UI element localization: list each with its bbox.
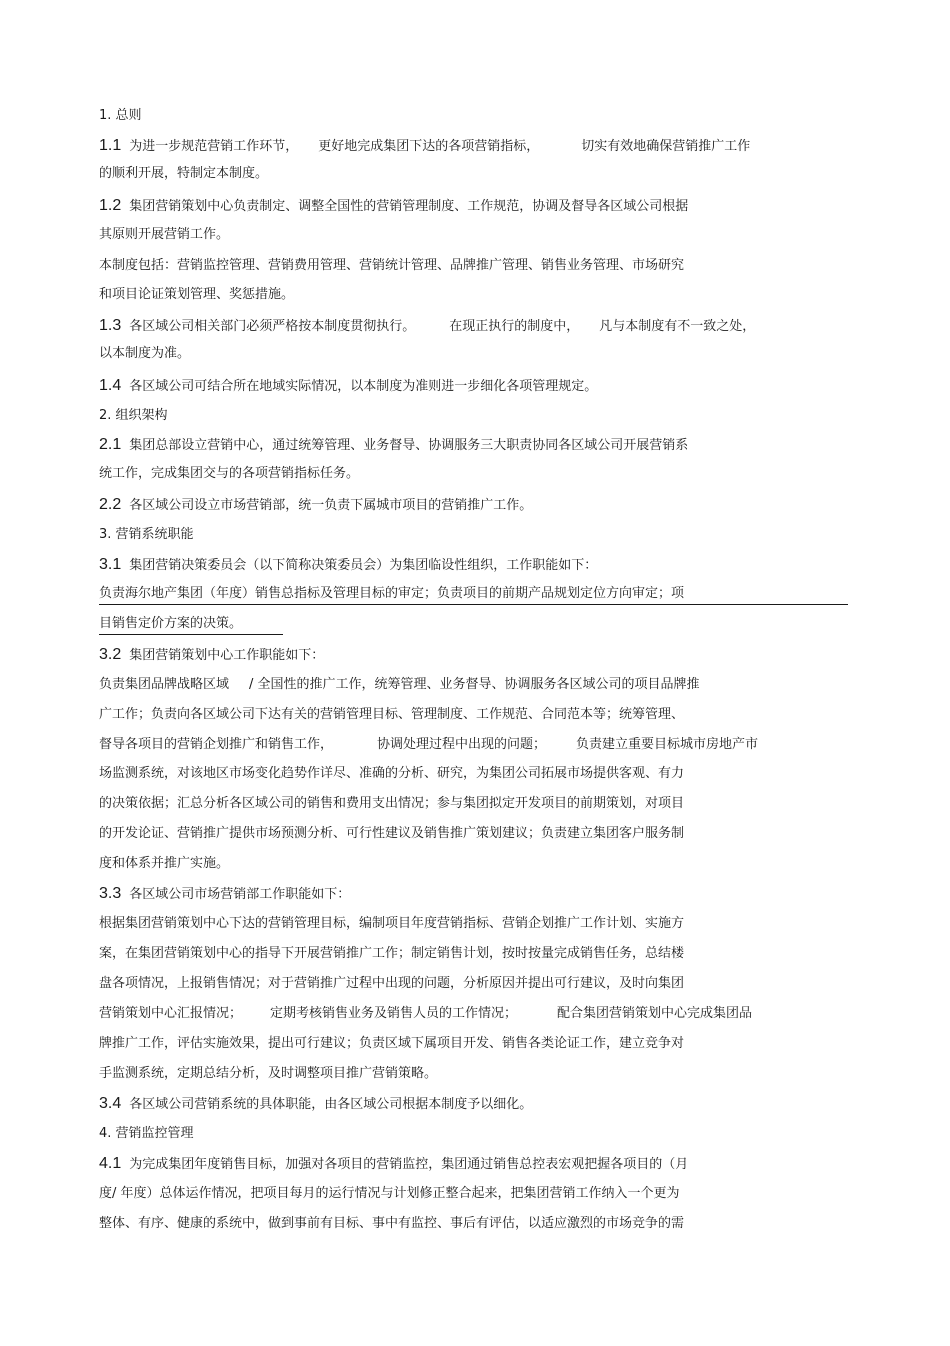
paragraph-3-1: [99, 557, 597, 574]
paragraph-3-2-line-5: 场监测系统，对该地区市场变化趋势作详尽、准确的分析、研究，为集团公司拓展市场提供客观、有力: [99, 766, 685, 781]
clause-number: 3.1: [99, 556, 122, 573]
paragraph-text: 更好地完成集团下达的各项营销指标，: [318, 139, 540, 154]
clause-number: 1.4: [99, 377, 122, 394]
paragraph-1-1: [99, 138, 750, 155]
paragraph-3-1-line-3: 目销售定价方案的决策。: [99, 616, 243, 631]
paragraph-2-1-line-2: 统工作，完成集团交与的各项营销指标任务。: [99, 466, 360, 481]
paragraph-3-3-line-3: 案，在集团营销策划中心的指导下开展营销推广工作；制定销售计划，按时按量完成销售任务，总结楼: [99, 946, 685, 961]
paragraph-1-2-line-2: 其原则开展营销工作。: [99, 227, 230, 242]
paragraph-text: 凡与本制度有不一致之处，: [599, 319, 756, 334]
paragraph-3-3-line-4: 盘各项情况，上报销售情况；对于营销推广过程中出现的问题，分析原因并提出可行建议，及时向集团: [99, 976, 685, 991]
paragraph-2-2: [99, 497, 532, 514]
clause-number: 3.4: [99, 1095, 122, 1112]
paragraph-text: 各区域公司可结合所在地域实际情况，以本制度为准则进一步细化各项管理规定。: [129, 379, 598, 394]
paragraph-text: 定期考核销售业务及销售人员的工作情况；: [270, 1006, 518, 1021]
paragraph-3-3-line-2: 根据集团营销策划中心下达的营销管理目标，编制项目年度营销指标、营销企划推广工作计划、实施方: [99, 916, 685, 931]
clause-number: 3.3: [99, 885, 122, 902]
paragraph-3-3-line-6: 牌推广工作，评估实施效果，提出可行建议；负责区域下属项目开发、销售各类论证工作，建立竞争对: [99, 1036, 685, 1051]
clause-number: 2.1: [99, 436, 122, 453]
paragraph-text: 营销策划中心汇报情况；: [99, 1006, 243, 1021]
underline: [99, 604, 848, 605]
paragraph-text: 负责集团品牌战略区域: [99, 677, 230, 692]
paragraph-text: 配合集团营销策划中心完成集团品: [557, 1006, 753, 1021]
underline: [99, 634, 283, 635]
clause-number: 1.2: [99, 197, 122, 214]
paragraph-3-1-line-2: 负责海尔地产集团（年度）销售总指标及管理目标的审定；负责项目的前期产品规划定位方向审定；项: [99, 586, 685, 601]
paragraph-text: 集团营销决策委员会（以下简称决策委员会）为集团临设性组织，工作职能如下：: [129, 558, 598, 573]
paragraph-1-2-line-4: 和项目论证策划管理、奖惩措施。: [99, 287, 295, 302]
section-1-title-text: 1. 总则: [99, 108, 142, 123]
clause-number: 1.3: [99, 317, 122, 334]
paragraph-3-2-line-2: [99, 677, 700, 693]
paragraph-text: 各区域公司相关部门必须严格按本制度贯彻执行。: [129, 319, 416, 334]
clause-number: 3.2: [99, 646, 122, 663]
paragraph-1-3: [99, 318, 755, 335]
paragraph-3-4: [99, 1096, 532, 1113]
clause-number: 1.1: [99, 137, 122, 154]
paragraph-4-1-line-2: 度/ 年度）总体运作情况，把项目每月的运行情况与计划修正整合起来，把集团营销工作纳入一个更为: [99, 1186, 680, 1201]
paragraph-text: 为完成集团年度销售目标，加强对各项目的营销监控，集团通过销售总控表宏观把握各项目的（月: [129, 1157, 689, 1172]
paragraph-3-2: [99, 647, 324, 664]
paragraph-text: 为进一步规范营销工作环节，: [129, 139, 299, 154]
paragraph-3-3-line-5: [99, 1006, 752, 1022]
paragraph-text: 在现正执行的制度中，: [449, 319, 580, 334]
paragraph-text: / 全国性的推广工作，统筹管理、业务督导、协调服务各区域公司的项目品牌推: [249, 677, 700, 692]
section-3-title-text: 3. 营销系统职能: [99, 527, 194, 542]
paragraph-4-1: [99, 1156, 688, 1173]
paragraph-1-1-line-2: 的顺利开展，特制定本制度。: [99, 166, 269, 181]
section-1-title: [99, 108, 142, 124]
paragraph-text: 集团营销策划中心工作职能如下：: [129, 648, 325, 663]
section-4-title: [99, 1126, 194, 1142]
paragraph-3-2-line-6: 的决策依据；汇总分析各区域公司的销售和费用支出情况；参与集团拟定开发项目的前期策划，对项目: [99, 796, 685, 811]
paragraph-text: 各区域公司设立市场营销部，统一负责下属城市项目的营销推广工作。: [129, 498, 533, 513]
paragraph-text: 协调处理过程中出现的问题；: [377, 737, 547, 752]
clause-number: 4.1: [99, 1155, 122, 1172]
paragraph-3-2-line-4: [99, 737, 758, 753]
paragraph-3-2-line-3: 广工作；负责向各区域公司下达有关的营销管理目标、管理制度、工作规范、合同范本等；统筹管理、: [99, 707, 685, 722]
paragraph-text: 集团总部设立营销中心，通过统筹管理、业务督导、协调服务三大职责协同各区域公司开展营销系: [129, 438, 689, 453]
paragraph-1-3-line-2: 以本制度为准。: [99, 346, 191, 361]
paragraph-3-2-line-7: 的开发论证、营销推广提供市场预测分析、可行性建议及销售推广策划建议；负责建立集团客户服务制: [99, 826, 685, 841]
paragraph-1-4: [99, 378, 597, 395]
paragraph-text: 督导各项目的营销企划推广和销售工作，: [99, 737, 334, 752]
paragraph-1-2-line-3: 本制度包括：营销监控管理、营销费用管理、营销统计管理、品牌推广管理、销售业务管理、市场研究: [99, 258, 685, 273]
paragraph-3-2-line-8: 度和体系并推广实施。: [99, 856, 230, 871]
paragraph-text: 各区域公司市场营销部工作职能如下：: [129, 887, 351, 902]
section-3-title: [99, 527, 194, 543]
paragraph-text: 集团营销策划中心负责制定、调整全国性的营销管理制度、工作规范，协调及督导各区域公司根据: [129, 199, 689, 214]
clause-number: 2.2: [99, 496, 122, 513]
paragraph-4-1-line-3: 整体、有序、健康的系统中，做到事前有目标、事中有监控、事后有评估，以适应激烈的市场竞争的需: [99, 1216, 685, 1231]
paragraph-3-3-line-7: 手监测系统，定期总结分析，及时调整项目推广营销策略。: [99, 1066, 438, 1081]
section-2-title: [99, 408, 168, 424]
section-2-title-text: 2. 组织架构: [99, 408, 168, 423]
paragraph-3-3: [99, 886, 350, 903]
paragraph-text: 各区域公司营销系统的具体职能，由各区域公司根据本制度予以细化。: [129, 1097, 533, 1112]
paragraph-1-2: [99, 198, 688, 215]
section-4-title-text: 4. 营销监控管理: [99, 1126, 194, 1141]
paragraph-2-1: [99, 437, 688, 454]
paragraph-text: 切实有效地确保营销推广工作: [581, 139, 751, 154]
paragraph-text: 负责建立重要目标城市房地产市: [576, 737, 759, 752]
